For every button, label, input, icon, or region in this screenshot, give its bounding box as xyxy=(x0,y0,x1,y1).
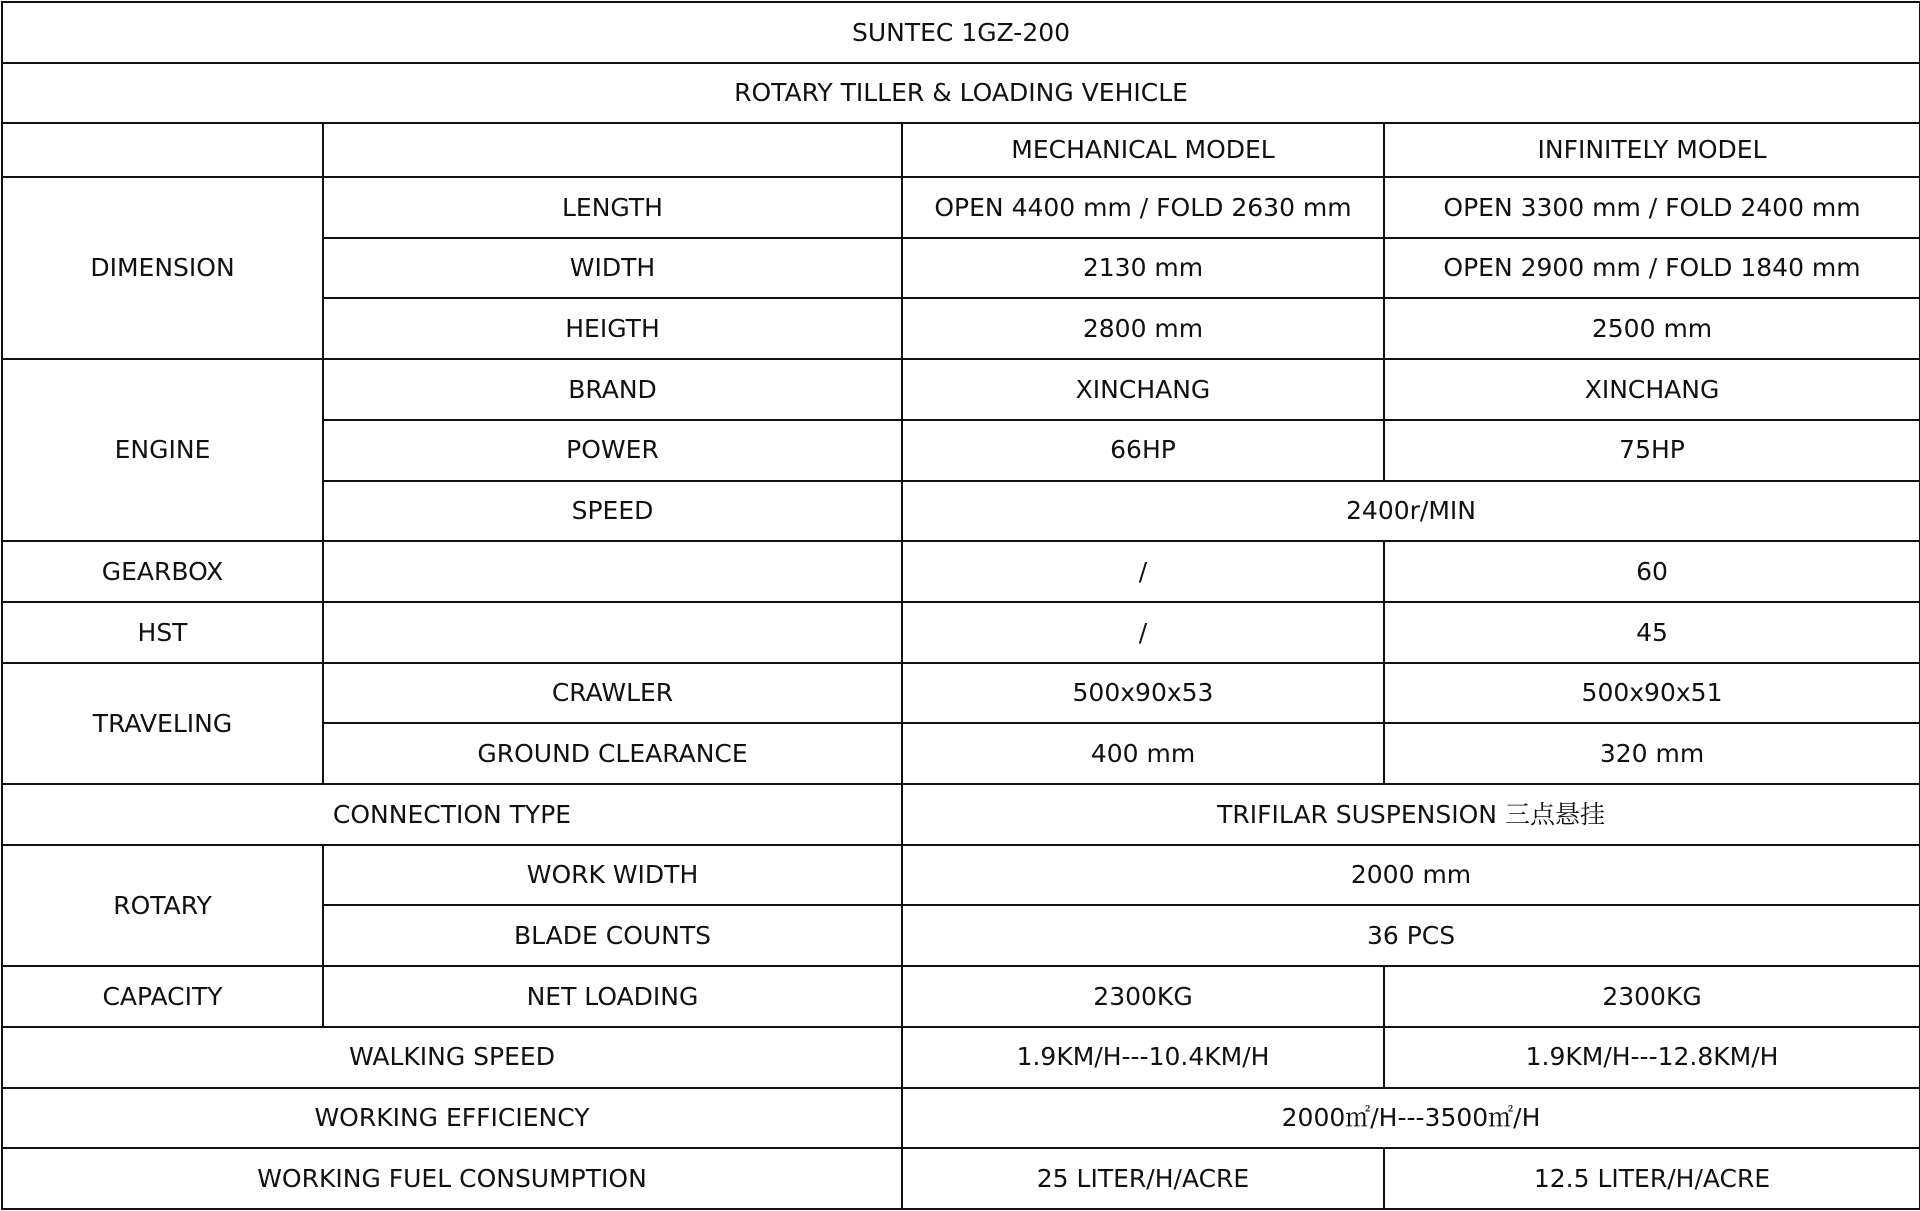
infinitely-model-header: INFINITELY MODEL xyxy=(1384,123,1920,177)
hst-mechanical: / xyxy=(902,602,1384,663)
brand-label: BRAND xyxy=(323,359,902,420)
spec-table xyxy=(1,1,1920,1210)
height-label: HEIGTH xyxy=(323,298,902,359)
blade-counts-label: BLADE COUNTS xyxy=(323,905,902,966)
blade-counts-value: 36 PCS xyxy=(902,905,1920,966)
table-row xyxy=(2,663,1920,724)
net-loading-label: NET LOADING xyxy=(323,966,902,1027)
gearbox-mechanical: / xyxy=(902,541,1384,602)
gearbox-infinitely: 60 xyxy=(1384,541,1920,602)
gearbox-label: GEARBOX xyxy=(2,541,323,602)
power-mechanical: 66HP xyxy=(902,420,1384,481)
table-row xyxy=(2,1088,1920,1149)
crawler-infinitely: 500x90x51 xyxy=(1384,663,1920,724)
net-loading-infinitely: 2300KG xyxy=(1384,966,1920,1027)
table-row xyxy=(2,784,1920,845)
table-row xyxy=(2,845,1920,906)
empty-header-cell xyxy=(323,123,902,177)
fuel-consumption-infinitely: 12.5 LITER/H/ACRE xyxy=(1384,1148,1920,1209)
working-efficiency-label: WORKING EFFICIENCY xyxy=(2,1088,902,1149)
connection-type-value: TRIFILAR SUSPENSION 三点悬挂 xyxy=(902,784,1920,845)
empty-header-cell xyxy=(2,123,323,177)
mechanical-model-header: MECHANICAL MODEL xyxy=(902,123,1384,177)
ground-clearance-mechanical: 400 mm xyxy=(902,723,1384,784)
height-infinitely: 2500 mm xyxy=(1384,298,1920,359)
brand-mechanical: XINCHANG xyxy=(902,359,1384,420)
length-label: LENGTH xyxy=(323,177,902,238)
column-header-row xyxy=(2,123,1920,177)
fuel-consumption-mechanical: 25 LITER/H/ACRE xyxy=(902,1148,1384,1209)
dimension-group-label: DIMENSION xyxy=(2,177,323,359)
table-subtitle: ROTARY TILLER & LOADING VEHICLE xyxy=(2,63,1920,124)
crawler-mechanical: 500x90x53 xyxy=(902,663,1384,724)
table-row xyxy=(2,602,1920,663)
length-mechanical: OPEN 4400 mm / FOLD 2630 mm xyxy=(902,177,1384,238)
working-efficiency-value: 2000㎡/H---3500㎡/H xyxy=(902,1088,1920,1149)
hst-infinitely: 45 xyxy=(1384,602,1920,663)
traveling-group-label: TRAVELING xyxy=(2,663,323,784)
width-mechanical: 2130 mm xyxy=(902,238,1384,299)
ground-clearance-infinitely: 320 mm xyxy=(1384,723,1920,784)
power-label: POWER xyxy=(323,420,902,481)
engine-group-label: ENGINE xyxy=(2,359,323,541)
length-infinitely: OPEN 3300 mm / FOLD 2400 mm xyxy=(1384,177,1920,238)
work-width-value: 2000 mm xyxy=(902,845,1920,906)
table-row xyxy=(2,1027,1920,1088)
width-label: WIDTH xyxy=(323,238,902,299)
empty-cell xyxy=(323,541,902,602)
rotary-group-label: ROTARY xyxy=(2,845,323,966)
ground-clearance-label: GROUND CLEARANCE xyxy=(323,723,902,784)
table-row xyxy=(2,1148,1920,1209)
table-row xyxy=(2,359,1920,420)
brand-infinitely: XINCHANG xyxy=(1384,359,1920,420)
connection-type-label: CONNECTION TYPE xyxy=(2,784,902,845)
walking-speed-label: WALKING SPEED xyxy=(2,1027,902,1088)
speed-value: 2400r/MIN xyxy=(902,481,1920,542)
fuel-consumption-label: WORKING FUEL CONSUMPTION xyxy=(2,1148,902,1209)
walking-speed-infinitely: 1.9KM/H---12.8KM/H xyxy=(1384,1027,1920,1088)
hst-label: HST xyxy=(2,602,323,663)
height-mechanical: 2800 mm xyxy=(902,298,1384,359)
speed-label: SPEED xyxy=(323,481,902,542)
table-title: SUNTEC 1GZ-200 xyxy=(2,2,1920,63)
power-infinitely: 75HP xyxy=(1384,420,1920,481)
capacity-group-label: CAPACITY xyxy=(2,966,323,1027)
empty-cell xyxy=(323,602,902,663)
table-row xyxy=(2,966,1920,1027)
table-row xyxy=(2,541,1920,602)
width-infinitely: OPEN 2900 mm / FOLD 1840 mm xyxy=(1384,238,1920,299)
work-width-label: WORK WIDTH xyxy=(323,845,902,906)
walking-speed-mechanical: 1.9KM/H---10.4KM/H xyxy=(902,1027,1384,1088)
crawler-label: CRAWLER xyxy=(323,663,902,724)
net-loading-mechanical: 2300KG xyxy=(902,966,1384,1027)
table-row xyxy=(2,177,1920,238)
